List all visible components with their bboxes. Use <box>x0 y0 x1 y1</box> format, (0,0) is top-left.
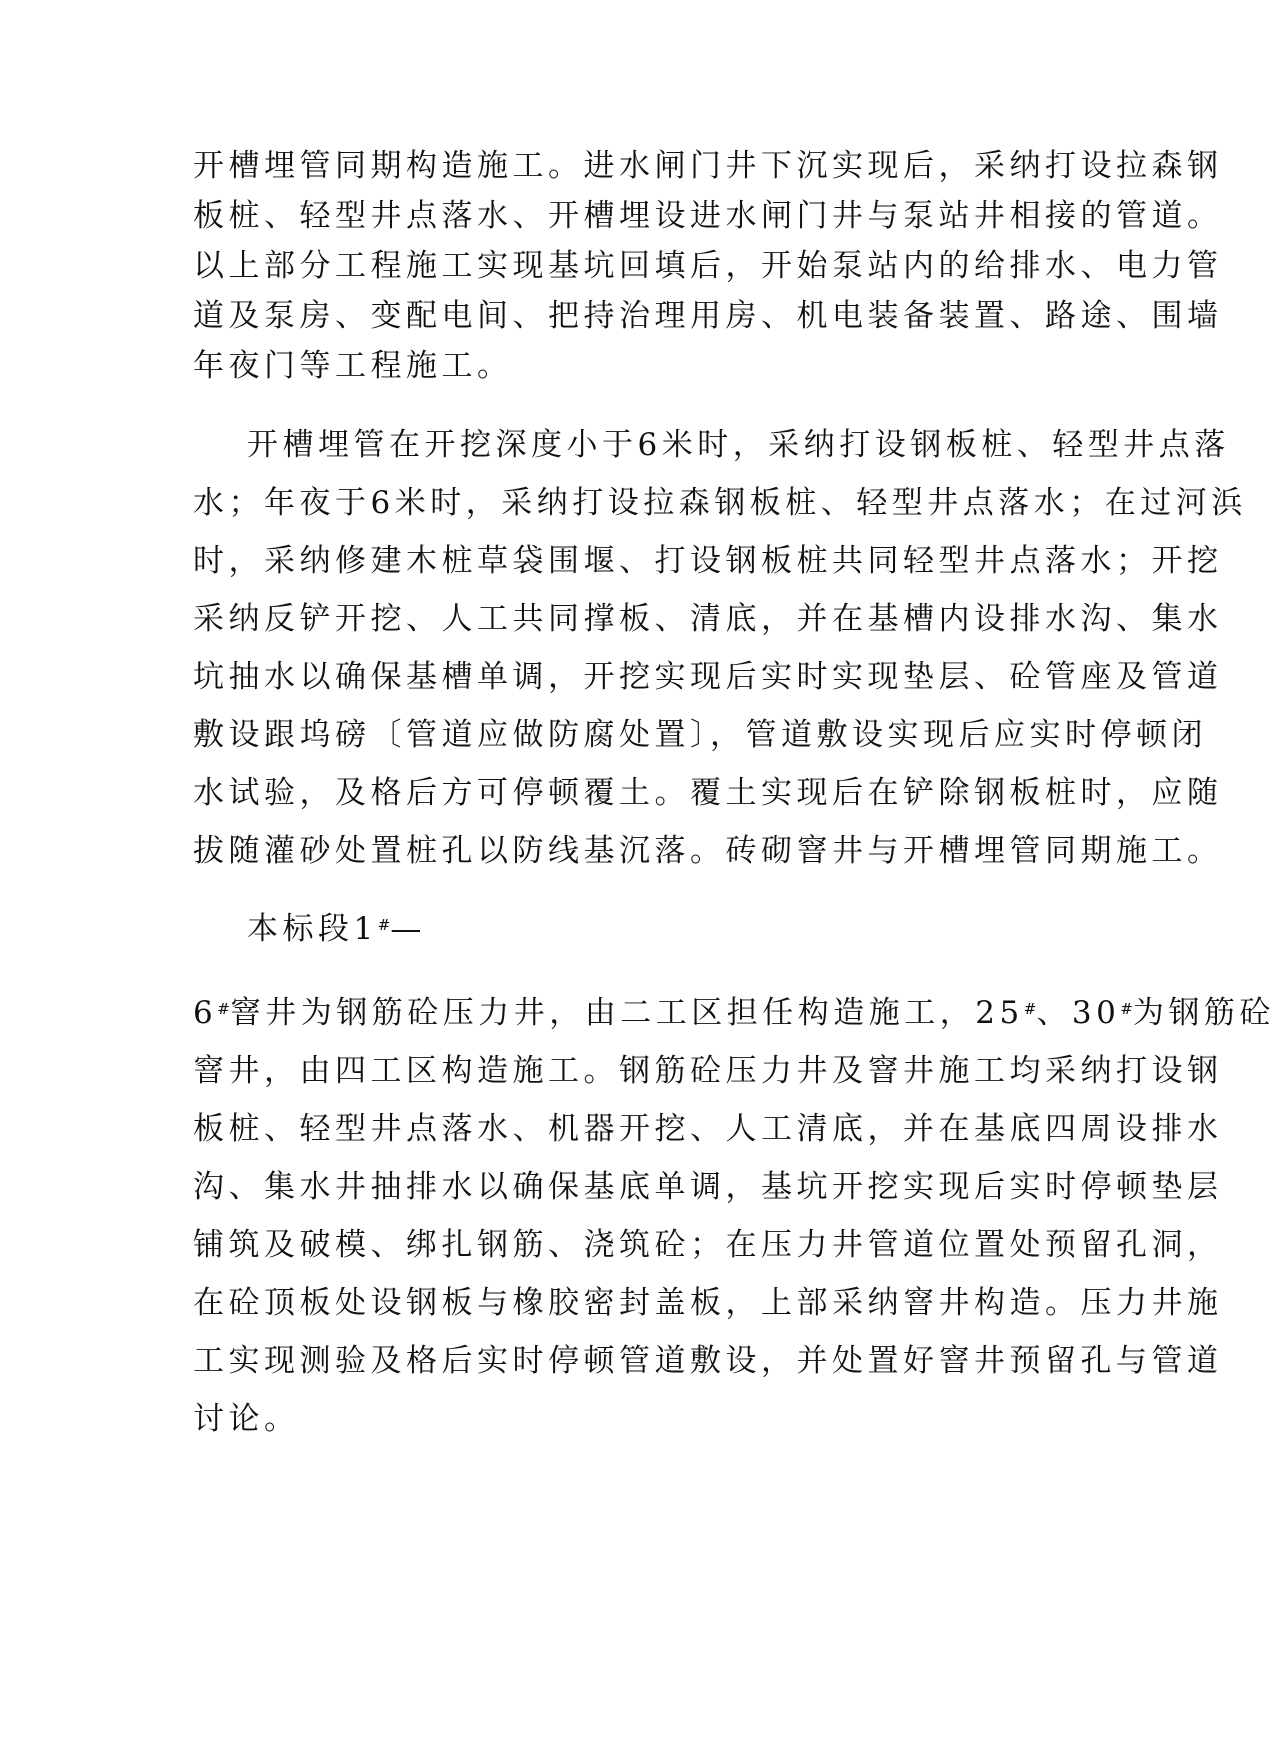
paragraph-1-line-5: 年夜门等工程施工。 <box>193 348 513 384</box>
paragraph-3-line-1-text: 本标段1 <box>247 911 378 947</box>
paragraph-2-line-1: 开槽埋管在开挖深度小于6米时，采纳打设钢板桩、轻型井点落 <box>247 427 1230 463</box>
paragraph-1-line-3: 以上部分工程施工实现基坑回填后，开始泵站内的给排水、电力管 <box>193 248 1223 284</box>
segment-c: 、30 <box>1036 995 1121 1031</box>
paragraph-1-line-2: 板桩、轻型井点落水、开槽埋设进水闸门井与泵站井相接的管道。 <box>193 198 1223 234</box>
paragraph-2-line-3: 时，采纳修建木桩草袋围堰、打设钢板桩共同轻型井点落水；开挖 <box>193 543 1223 579</box>
paragraph-3-line-6: 铺筑及破模、绑扎钢筋、浇筑砼；在压力井管道位置处预留孔洞， <box>193 1227 1223 1263</box>
paragraph-2-line-7: 水试验，及格后方可停顿覆土。覆土实现后在铲除钢板桩时，应随 <box>193 775 1223 811</box>
paragraph-3-line-1 <box>247 909 426 949</box>
paragraph-3-line-2 <box>193 993 1275 1033</box>
number-mark: # <box>377 916 391 934</box>
dash: — <box>390 911 426 947</box>
paragraph-3-line-3: 窨井，由四工区构造施工。钢筋砼压力井及窨井施工均采纳打设钢 <box>193 1053 1223 1089</box>
segment-b: 窨井为钢筋砼压力井，由二工区担任构造施工，25 <box>229 995 1024 1031</box>
paragraph-3-line-7: 在砼顶板处设钢板与橡胶密封盖板，上部采纳窨井构造。压力井施 <box>193 1285 1223 1321</box>
paragraph-2-line-5: 坑抽水以确保基槽单调，开挖实现后实时实现垫层、砼管座及管道 <box>193 659 1223 695</box>
segment-a: 6 <box>193 995 218 1031</box>
paragraph-2-line-2: 水；年夜于6米时，采纳打设拉森钢板桩、轻型井点落水；在过河浜 <box>193 485 1247 521</box>
paragraph-1-line-4: 道及泵房、变配电间、把持治理用房、机电装备装置、路途、围墙 <box>193 298 1223 334</box>
segment-d: 为钢筋砼 <box>1132 995 1275 1031</box>
paragraph-3-line-9: 讨论。 <box>193 1401 300 1437</box>
paragraph-2-line-6: 敷设跟坞磅〔管道应做防腐处置〕，管道敷设实现后应实时停顿闭 <box>193 717 1207 753</box>
number-mark: # <box>1120 1000 1133 1018</box>
paragraph-3-line-5: 沟、集水井抽排水以确保基底单调，基坑开挖实现后实时停顿垫层 <box>193 1169 1223 1205</box>
paragraph-2-line-8: 拔随灌砂处置桩孔以防线基沉落。砖砌窨井与开槽埋管同期施工。 <box>193 833 1223 869</box>
number-mark: # <box>217 1000 230 1018</box>
number-mark: # <box>1023 1000 1037 1018</box>
paragraph-3-line-8: 工实现测验及格后实时停顿管道敷设，并处置好窨井预留孔与管道 <box>193 1343 1223 1379</box>
paragraph-2-line-4: 采纳反铲开挖、人工共同撑板、清底，并在基槽内设排水沟、集水 <box>193 601 1223 637</box>
paragraph-1-line-1: 开槽埋管同期构造施工。进水闸门井下沉实现后，采纳打设拉森钢 <box>193 148 1223 184</box>
paragraph-3-line-4: 板桩、轻型井点落水、机器开挖、人工清底，并在基底四周设排水 <box>193 1111 1223 1147</box>
